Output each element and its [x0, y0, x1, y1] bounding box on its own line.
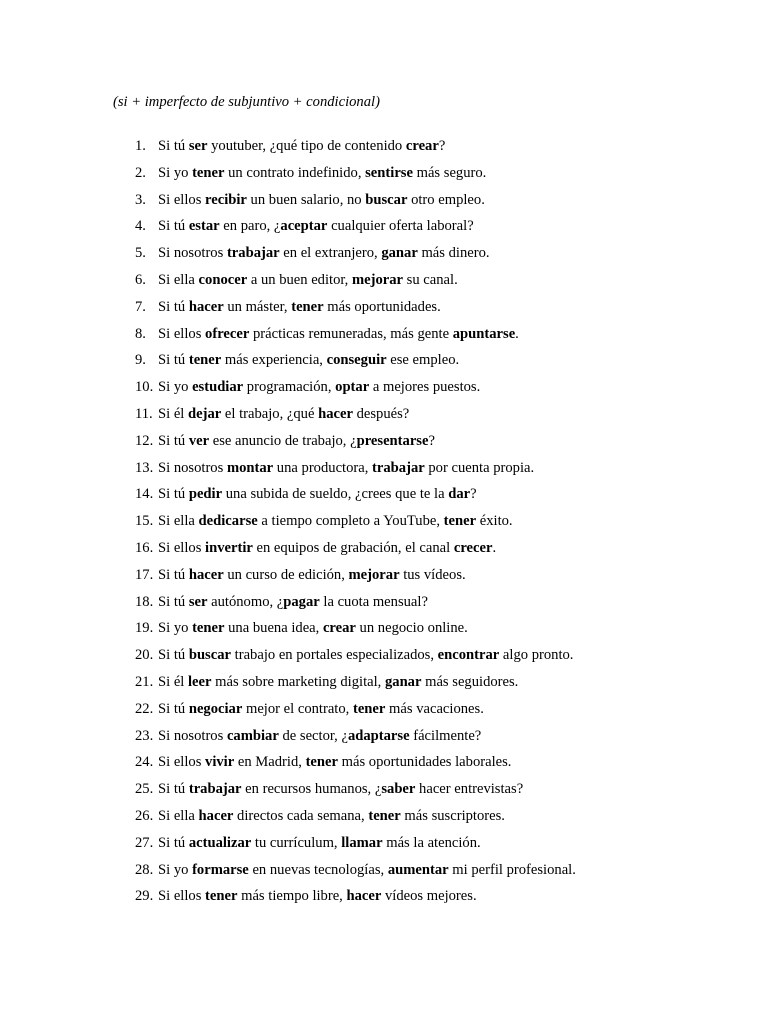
exercise-sentence [158, 164, 486, 191]
verb-infinitive: ver [188, 432, 210, 449]
exercise-sentence [158, 298, 441, 325]
sentence-fragment: Si tú [158, 138, 189, 154]
exercise-number: 2. [135, 164, 146, 181]
sentence-fragment: en recursos humanos, ¿ [241, 781, 382, 798]
exercise-sentence [158, 378, 480, 405]
exercise-sentence [158, 619, 468, 646]
verb-infinitive: leer [188, 673, 212, 690]
exercise-number: 8. [135, 325, 146, 342]
exercise-number: 7. [135, 298, 146, 315]
exercise-number: 11. [135, 405, 153, 422]
exercise-number: 18. [135, 593, 154, 610]
sentence-fragment: la cuota mensual? [319, 593, 428, 610]
sentence-fragment: Si yo [158, 861, 193, 878]
sentence-fragment: Si tú [158, 834, 189, 851]
exercise-sentence [158, 351, 459, 378]
verb-infinitive: hacer [346, 888, 382, 905]
sentence-fragment: mi perfil profesional. [448, 861, 576, 878]
sentence-fragment: otro empleo. [407, 191, 485, 208]
sentence-fragment: un máster, [223, 298, 292, 315]
exercise-number: 13. [135, 459, 154, 476]
sentence-fragment: más dinero. [417, 245, 490, 262]
sentence-fragment: ? [438, 138, 446, 154]
verb-infinitive: aumentar [387, 861, 449, 878]
exercise-item [135, 593, 576, 620]
exercise-item [135, 780, 576, 807]
sentence-fragment: Si nosotros [158, 727, 227, 744]
sentence-fragment: su canal. [403, 271, 458, 288]
verb-infinitive: hacer [198, 807, 234, 824]
verb-infinitive: ganar [384, 673, 422, 690]
exercise-item [135, 271, 576, 298]
exercise-item [135, 646, 576, 673]
exercise-number: 6. [135, 271, 146, 288]
sentence-fragment: en el extranjero, [279, 245, 382, 262]
exercise-number: 20. [135, 647, 154, 664]
verb-infinitive: invertir [205, 539, 253, 556]
sentence-fragment: ese anuncio de trabajo, ¿ [209, 432, 357, 449]
exercise-number: 3. [135, 191, 146, 208]
sentence-fragment: a un buen editor, [247, 271, 352, 288]
verb-infinitive: dedicarse [198, 513, 258, 530]
exercise-sentence [158, 834, 481, 861]
exercise-sentence [158, 405, 409, 432]
verb-infinitive: tener [188, 352, 222, 369]
verb-infinitive: montar [226, 459, 274, 476]
sentence-fragment: Si tú [158, 700, 189, 717]
exercise-number: 5. [135, 245, 146, 262]
sentence-fragment: más oportunidades laborales. [337, 754, 512, 771]
sentence-fragment: Si nosotros [158, 245, 227, 262]
exercise-sentence [158, 432, 435, 459]
exercise-sentence [158, 753, 511, 780]
exercise-sentence [158, 861, 576, 888]
verb-infinitive: conocer [198, 271, 248, 288]
verb-infinitive: hacer [318, 405, 353, 422]
verb-infinitive: trabajar [372, 459, 425, 476]
sentence-fragment: youtuber, ¿qué tipo de contenido [207, 138, 406, 154]
verb-infinitive: estudiar [192, 379, 244, 396]
sentence-fragment: Si ella [158, 807, 199, 824]
exercise-number: 21. [135, 673, 154, 690]
exercise-item [135, 244, 576, 271]
sentence-fragment: Si ellos [158, 888, 206, 905]
exercise-number: 24. [135, 754, 154, 771]
sentence-fragment: autónomo, ¿ [207, 593, 284, 610]
verb-infinitive: crecer [453, 539, 493, 556]
exercise-sentence [158, 325, 519, 352]
verb-infinitive: encontrar [437, 647, 500, 664]
sentence-fragment: Si ella [158, 271, 199, 288]
exercise-item [135, 861, 576, 888]
exercise-number: 4. [135, 218, 146, 235]
sentence-fragment: trabajo en portales especializados, [231, 647, 438, 664]
exercise-item [135, 673, 576, 700]
verb-infinitive: adaptarse [347, 727, 410, 744]
exercise-sentence [158, 566, 466, 593]
exercise-item [135, 539, 576, 566]
exercise-item [135, 432, 576, 459]
exercise-item [135, 887, 576, 914]
exercise-sentence [158, 217, 474, 244]
sentence-fragment: un negocio online. [355, 620, 468, 637]
exercise-item [135, 137, 576, 164]
verb-infinitive: trabajar [226, 245, 280, 262]
sentence-fragment: más experiencia, [221, 352, 327, 369]
sentence-fragment: fácilmente? [409, 727, 482, 744]
exercise-item [135, 351, 576, 378]
sentence-fragment: programación, [243, 379, 336, 396]
sentence-fragment: en Madrid, [234, 754, 306, 771]
verb-infinitive: tener [443, 513, 477, 530]
verb-infinitive: dar [448, 486, 471, 503]
sentence-fragment: Si tú [158, 593, 189, 610]
exercise-number: 27. [135, 834, 154, 851]
exercise-sentence [158, 271, 458, 298]
sentence-fragment: más suscriptores. [400, 807, 505, 824]
exercise-item [135, 164, 576, 191]
sentence-fragment: a mejores puestos. [369, 379, 481, 396]
sentence-fragment: una productora, [273, 459, 373, 476]
verb-infinitive: mejorar [348, 566, 400, 583]
sentence-fragment: un curso de edición, [223, 566, 349, 583]
sentence-fragment: más sobre marketing digital, [211, 673, 385, 690]
exercise-item [135, 512, 576, 539]
exercise-sentence [158, 887, 477, 914]
exercise-instruction: (si + imperfecto de subjuntivo + condicional) [113, 94, 380, 110]
sentence-fragment: . [515, 325, 519, 342]
sentence-fragment: ? [428, 432, 435, 449]
exercise-sentence [158, 700, 484, 727]
verb-infinitive: ser [188, 593, 208, 610]
sentence-fragment: Si ellos [158, 325, 206, 342]
exercise-number: 28. [135, 861, 154, 878]
sentence-fragment: algo pronto. [499, 647, 574, 664]
sentence-fragment: Si él [158, 405, 188, 422]
sentence-fragment: hacer entrevistas? [415, 781, 524, 798]
verb-infinitive: tener [291, 298, 324, 315]
sentence-fragment: una subida de sueldo, ¿crees que te la [222, 486, 449, 503]
exercise-number: 9. [135, 352, 146, 369]
exercise-number: 25. [135, 781, 154, 798]
sentence-fragment: Si tú [158, 218, 189, 235]
sentence-fragment: tus vídeos. [399, 566, 466, 583]
sentence-fragment: más seguro. [412, 164, 487, 181]
sentence-fragment: directos cada semana, [233, 807, 369, 824]
exercise-number: 26. [135, 807, 154, 824]
sentence-fragment: Si yo [158, 164, 193, 181]
verb-infinitive: mejorar [351, 271, 404, 288]
sentence-fragment: Si nosotros [158, 459, 227, 476]
verb-infinitive: dejar [188, 405, 222, 422]
verb-infinitive: apuntarse [452, 325, 516, 342]
sentence-fragment: prácticas remuneradas, más gente [249, 325, 453, 342]
sentence-fragment: Si tú [158, 486, 189, 503]
exercise-number: 15. [135, 513, 154, 530]
sentence-fragment: Si ellos [158, 539, 206, 556]
verb-infinitive: pedir [188, 486, 223, 503]
verb-infinitive: buscar [188, 647, 231, 664]
exercise-item [135, 485, 576, 512]
exercise-number: 12. [135, 432, 154, 449]
sentence-fragment: éxito. [476, 513, 513, 530]
verb-infinitive: presentarse [356, 432, 429, 449]
sentence-fragment: Si tú [158, 566, 189, 583]
exercise-sentence [158, 807, 505, 834]
verb-infinitive: ganar [381, 245, 418, 262]
exercise-sentence [158, 459, 534, 486]
sentence-fragment: Si ellos [158, 754, 206, 771]
sentence-fragment: un contrato indefinido, [224, 164, 366, 181]
sentence-fragment: más la atención. [382, 834, 481, 851]
sentence-fragment: después? [352, 405, 410, 422]
exercise-item [135, 217, 576, 244]
sentence-fragment: por cuenta propia. [424, 459, 535, 476]
sentence-fragment: ese empleo. [386, 352, 460, 369]
verb-infinitive: tener [192, 620, 225, 637]
verb-infinitive: tener [305, 754, 338, 771]
sentence-fragment: Si tú [158, 647, 189, 664]
exercise-number: 14. [135, 486, 154, 503]
exercise-number: 29. [135, 888, 154, 905]
sentence-fragment: más oportunidades. [323, 298, 441, 315]
verb-infinitive: crear [322, 620, 356, 637]
verb-infinitive: ser [188, 138, 208, 154]
verb-infinitive: buscar [365, 191, 408, 208]
exercise-number: 10. [135, 379, 154, 396]
sentence-fragment: Si tú [158, 781, 189, 798]
exercise-item [135, 298, 576, 325]
sentence-fragment: un buen salario, no [246, 191, 366, 208]
sentence-fragment: Si ellos [158, 191, 206, 208]
exercise-item [135, 405, 576, 432]
verb-infinitive: conseguir [326, 352, 387, 369]
verb-infinitive: hacer [188, 566, 224, 583]
verb-infinitive: ofrecer [205, 325, 250, 342]
verb-infinitive: saber [381, 781, 416, 798]
exercise-item [135, 834, 576, 861]
verb-infinitive: negociar [188, 700, 243, 717]
sentence-fragment: Si tú [158, 352, 189, 369]
verb-infinitive: actualizar [188, 834, 252, 851]
exercise-number: 22. [135, 700, 154, 717]
exercise-sentence [158, 191, 485, 218]
exercise-sentence [158, 780, 523, 807]
exercise-sentence [158, 512, 513, 539]
verb-infinitive: llamar [341, 834, 383, 851]
sentence-fragment: a tiempo completo a YouTube, [257, 513, 444, 530]
sentence-fragment: tu currículum, [251, 834, 342, 851]
sentence-fragment: en nuevas tecnologías, [248, 861, 388, 878]
sentence-fragment: el trabajo, ¿qué [221, 405, 319, 422]
verb-infinitive: tener [205, 888, 238, 905]
sentence-fragment: una buena idea, [224, 620, 323, 637]
sentence-fragment: más vacaciones. [385, 700, 484, 717]
sentence-fragment: Si tú [158, 298, 189, 315]
exercise-sentence [158, 137, 445, 164]
verb-infinitive: vivir [205, 754, 235, 771]
verb-infinitive: formarse [192, 861, 249, 878]
sentence-fragment: en equipos de grabación, el canal [252, 539, 454, 556]
verb-infinitive: tener [192, 164, 225, 181]
exercise-item [135, 700, 576, 727]
sentence-fragment: ? [470, 486, 477, 503]
verb-infinitive: tener [368, 807, 401, 824]
verb-infinitive: tener [352, 700, 386, 717]
verb-infinitive: aceptar [280, 218, 328, 235]
exercise-sentence [158, 673, 518, 700]
exercise-number: 16. [135, 539, 154, 556]
exercise-item [135, 619, 576, 646]
exercise-number: 1. [135, 138, 146, 154]
verb-infinitive: optar [335, 379, 370, 396]
exercise-sentence [158, 244, 490, 271]
sentence-fragment: de sector, ¿ [278, 727, 348, 744]
exercise-sentence [158, 593, 428, 620]
sentence-fragment: cualquier oferta laboral? [327, 218, 474, 235]
verb-infinitive: hacer [188, 298, 224, 315]
sentence-fragment: Si ella [158, 513, 199, 530]
exercise-sentence [158, 727, 481, 754]
sentence-fragment: más seguidores. [421, 673, 519, 690]
sentence-fragment: Si yo [158, 379, 193, 396]
exercise-item [135, 378, 576, 405]
sentence-fragment: Si tú [158, 432, 189, 449]
exercise-item [135, 807, 576, 834]
exercise-item [135, 325, 576, 352]
sentence-fragment: más tiempo libre, [237, 888, 347, 905]
exercise-item [135, 459, 576, 486]
exercise-item [135, 191, 576, 218]
exercise-item [135, 566, 576, 593]
exercise-number: 17. [135, 566, 154, 583]
sentence-fragment: . [492, 539, 497, 556]
verb-infinitive: sentirse [365, 164, 413, 181]
verb-infinitive: estar [188, 218, 220, 235]
exercise-sentence [158, 646, 573, 673]
verb-infinitive: cambiar [226, 727, 279, 744]
exercise-number: 19. [135, 620, 154, 637]
verb-infinitive: recibir [205, 191, 247, 208]
exercise-list [135, 137, 576, 914]
verb-infinitive: trabajar [188, 781, 242, 798]
sentence-fragment: vídeos mejores. [381, 888, 477, 905]
verb-infinitive: crear [405, 138, 439, 154]
exercise-item [135, 753, 576, 780]
sentence-fragment: Si yo [158, 620, 193, 637]
sentence-fragment: en paro, ¿ [219, 218, 281, 235]
exercise-sentence [158, 539, 496, 566]
sentence-fragment: Si él [158, 673, 188, 690]
exercise-item [135, 727, 576, 754]
sentence-fragment: mejor el contrato, [242, 700, 353, 717]
exercise-sentence [158, 485, 477, 512]
verb-infinitive: pagar [283, 593, 320, 610]
exercise-number: 23. [135, 727, 154, 744]
